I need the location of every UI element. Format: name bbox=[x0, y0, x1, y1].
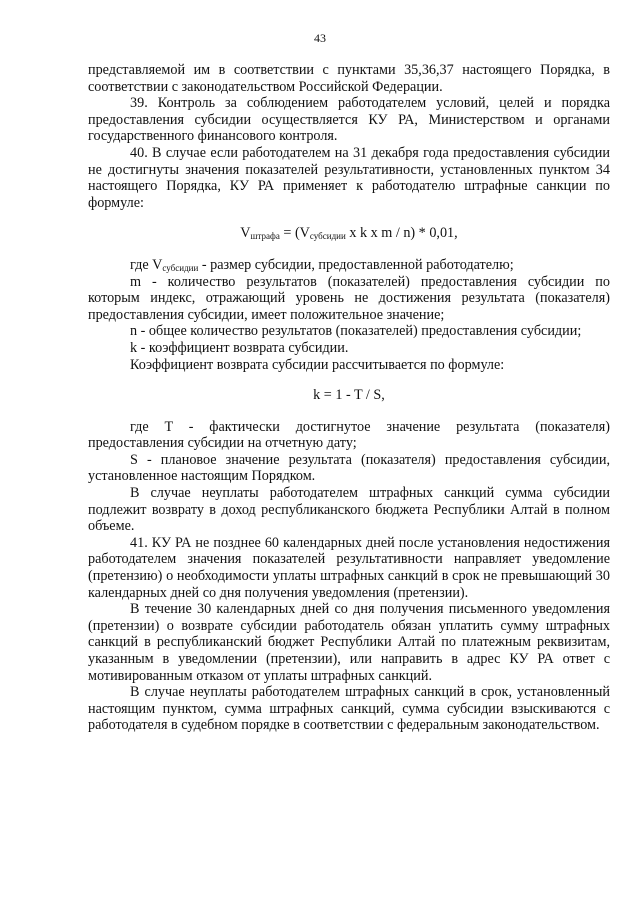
paragraph-continuation: представляемой им в соответствии с пунктами 35,36,37 настоящего Порядка, в соответствии с законодательством Российской Федерации. bbox=[88, 62, 610, 95]
def-v-sub: субсидии bbox=[162, 262, 199, 273]
formula-v: V bbox=[240, 225, 251, 242]
definition-t: где T - фактически достигнутое значение результата (показателя) предоставления субсидии на отчетную дату; bbox=[88, 418, 610, 452]
paragraph-41: 41. КУ РА не позднее 60 календарных дней после установления недостижения работодателем значения показателей результативности направляет уведомление (претензию) о необходимости уплаты штрафных санкций в срок не превышающий 30 календарных дней со дня получения уведомления (претензии). bbox=[88, 534, 610, 601]
definition-v-subsidy bbox=[88, 257, 610, 274]
paragraph-court: В случае неуплаты работодателем штрафных санкций в срок, установленный настоящим пунктом, сумма штрафных санкций, сумма субсидии взыскиваются с работодателя в судебном порядке в соответствии с федеральным законодательством. bbox=[88, 684, 610, 734]
definition-n: n - общее количество результатов (показателей) предоставления субсидии; bbox=[130, 323, 582, 340]
definition-m: m - количество результатов (показателей) предоставления субсидии по которым индекс, отражающий уровень не достижения результата (показателя) предоставления субсидии, имеет положительное значение; bbox=[88, 273, 610, 323]
formula-rest: x k x m / n) * 0,01, bbox=[345, 225, 458, 242]
def-v-pre: где V bbox=[130, 256, 163, 273]
document-body bbox=[88, 62, 610, 734]
definition-s: S - плановое значение результата (показателя) предоставления субсидии, установленное настоящим Порядком. bbox=[88, 451, 610, 485]
paragraph-40: 40. В случае если работодателем на 31 декабря года предоставления субсидии не достигнуты значения показателей результативности, установленных пунктом 34 настоящего Порядка, КУ РА применяет к работодателю штрафные санкции по формуле: bbox=[88, 144, 610, 211]
penalty-formula bbox=[88, 211, 610, 257]
paragraph-39: 39. Контроль за соблюдением работодателем условий, целей и порядка предоставления субсидии осуществляется КУ РА, Министерством и органами государственного финансового контроля. bbox=[88, 95, 610, 145]
def-v-post: - размер субсидии, предоставленной работодателю; bbox=[198, 256, 514, 273]
formula-sub-subsidy: субсидии bbox=[309, 231, 346, 242]
formula-sub-penalty: штрафа bbox=[250, 231, 280, 242]
paragraph-30-days: В течение 30 календарных дней со дня получения письменного уведомления (претензии) о возврате субсидии работодатель обязан уплатить сумму штрафных санкций в республиканский бюджет Республики Алтай по платежным реквизитам, указанным в уведомлении (претензии), или направить в адрес КУ РА ответ с мотивированным отказом от уплаты штрафных санкций. bbox=[88, 601, 610, 684]
formula-mid: = (V bbox=[279, 225, 310, 242]
k-formula: k = 1 - T / S, bbox=[313, 387, 385, 404]
paragraph-refund: В случае неуплаты работодателем штрафных санкций сумма субсидии подлежит возврату в доход республиканского бюджета Республики Алтай в полном объеме. bbox=[88, 485, 610, 535]
k-formula-intro: Коэффициент возврата субсидии рассчитывается по формуле: bbox=[130, 356, 505, 373]
definition-k: k - коэффициент возврата субсидии. bbox=[130, 339, 349, 356]
page-number: 43 bbox=[314, 31, 326, 45]
